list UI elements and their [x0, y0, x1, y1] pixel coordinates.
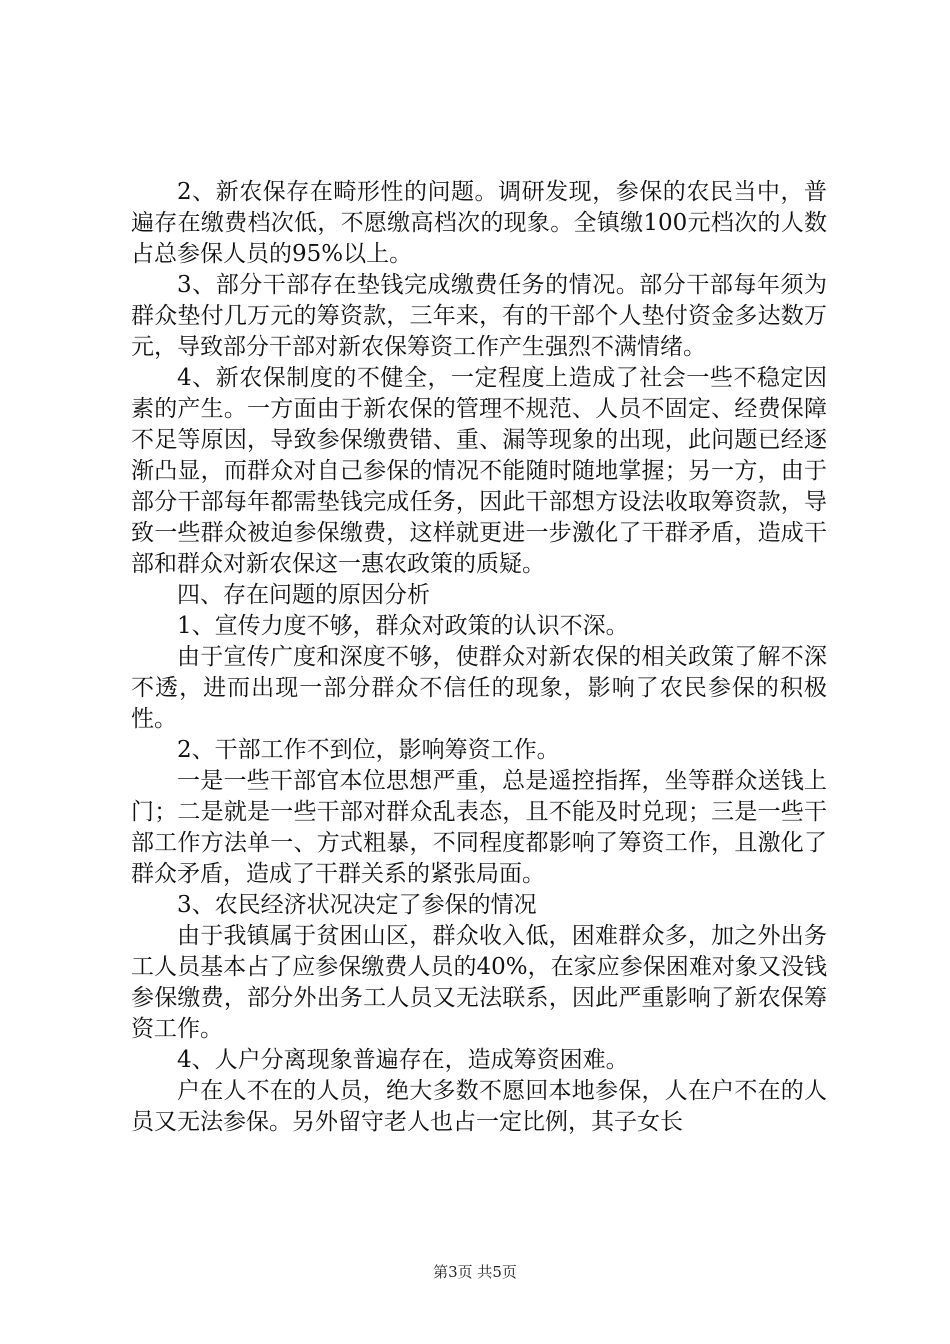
subheading-cause-3: 3、农民经济状况决定了参保的情况 — [177, 892, 537, 918]
section-heading-cause-analysis: 四、存在问题的原因分析 — [177, 582, 430, 608]
subheading-cause-2: 2、干部工作不到位，影响筹资工作。 — [177, 737, 560, 763]
paragraph-problem-2: 2、新农保存在畸形性的问题。调研发现，参保的农民当中，普遍存在缴费档次低，不愿缴高档次的现象。全镇缴100元档次的人数占总参保人员的95%以上。 — [131, 179, 827, 267]
paragraph-cause-1: 由于宣传广度和深度不够，使群众对新农保的相关政策了解不深不透，进而出现一部分群众不信任的现象，影响了农民参保的积极性。 — [131, 644, 827, 732]
paragraph-cause-2: 一是一些干部官本位思想严重，总是遥控指挥，坐等群众送钱上门；二是就是一些干部对群众乱表态，且不能及时兑现；三是一些干部工作方法单一、方式粗暴，不同程度都影响了筹资工作，且激化了群众矛盾，造成了干群关系的紧张局面。 — [131, 768, 827, 887]
document-body — [131, 177, 827, 1138]
paragraph-cause-4: 户在人不在的人员，绝大多数不愿回本地参保，人在户不在的人员又无法参保。另外留守老人也占一定比例，其子女长 — [131, 1078, 827, 1135]
paragraph-cause-3: 由于我镇属于贫困山区，群众收入低，困难群众多，加之外出务工人员基本占了应参保缴费人员的40%，在家应参保困难对象又没钱参保缴费，部分外出务工人员又无法联系，因此严重影响了新农保筹资工作。 — [131, 923, 827, 1042]
subheading-cause-4: 4、人户分离现象普遍存在，造成筹资困难。 — [177, 1047, 629, 1073]
subheading-cause-1: 1、宣传力度不够，群众对政策的认识不深。 — [177, 613, 629, 639]
paragraph-problem-3: 3、部分干部存在垫钱完成缴费任务的情况。部分干部每年须为群众垫付几万元的筹资款，三年来，有的干部个人垫付资金多达数万元，导致部分干部对新农保筹资工作产生强烈不满情绪。 — [131, 272, 827, 360]
page-footer: 第3页 共5页 — [433, 1263, 517, 1281]
paragraph-problem-4: 4、新农保制度的不健全，一定程度上造成了社会一些不稳定因素的产生。一方面由于新农保的管理不规范、人员不固定、经费保障不足等原因，导致参保缴费错、重、漏等现象的出现，此问题已经逐渐凸显，而群众对自己参保的情况不能随时随地掌握；另一方，由于部分干部每年都需垫钱完成任务，因此干部想方设法收取筹资款，导致一些群众被迫参保缴费，这样就更进一步激化了干群矛盾，造成干部和群众对新农保这一惠农政策的质疑。 — [131, 365, 827, 577]
